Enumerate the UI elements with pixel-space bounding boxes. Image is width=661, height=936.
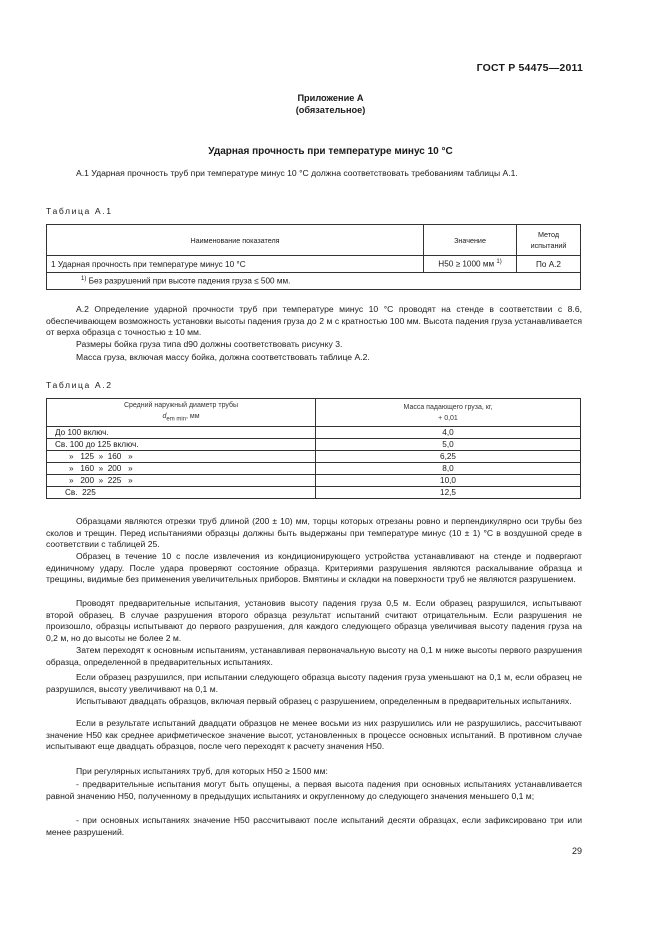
col-mass-line2: + 0,01 [438,414,458,422]
diameter-cell: До 100 включ. [47,427,316,439]
table-a1-row-method: По А.2 [517,256,581,273]
footnote-ref: 1) [496,259,502,266]
mass-cell: 4,0 [316,427,581,439]
table-a1 [46,224,581,290]
table-a1-footnote-row [47,273,581,290]
col-diameter-sub: em min [166,416,187,423]
footnote-mark: 1) [81,276,87,283]
mass-cell: 6,25 [316,451,581,463]
col-diameter-unit: , мм [186,412,200,420]
appendix-subtitle: (обязательное) [295,105,366,115]
mass-cell: 10,0 [316,475,581,487]
diameter-cell: » 200 » 225 » [47,475,316,487]
paragraph-a1: А.1 Ударная прочность труб при температуре минус 10 °С должна соответствовать требованиям таблицы А.1. [76,168,518,178]
table-a1-row-value: Н50 ≥ 1000 мм [438,259,495,269]
paragraph-a2: А.2 Определение ударной прочности труб при температуре минус 10 °С проводят на стенде в соответствии с 8.6, обеспечивающем возможность установки высоты падения груза до 2 м с кратностью 100 мм. Высота падения груза устанавливается от верха образца с точностью ± 10 мм. [46,304,582,338]
appendix-title: Приложение А [297,93,364,103]
table-a1-col-name: Наименование показателя [47,225,424,256]
table-a1-header-row [47,225,581,256]
paragraph-twenty: Испытывают двадцать образцов, включая первый образец с разрушением, определенным в предварительных испытаниях. [76,696,572,706]
table-row [47,451,581,463]
paragraph-dims: Размеры бойка груза типа d90 должны соответствовать рисунку 3. [76,339,343,349]
table-a2-col-diameter [47,399,316,427]
footnote-text: Без разрушений при высоте падения груза ≤ 500 мм. [88,276,291,286]
mass-cell: 8,0 [316,463,581,475]
paragraph-mass: Масса груза, включая массу бойка, должна соответствовать таблице А.2. [76,352,370,362]
col-diameter-symbol: d [162,412,167,420]
page-number: 29 [571,846,582,856]
table-row [47,427,581,439]
diameter-cell: Св. 225 [47,487,316,499]
table-a1-col-value: Значение [424,225,517,256]
table-row [47,475,581,487]
table-a2-col-mass [316,399,581,427]
paragraph-bullet-2: - при основных испытаниях значение Н50 рассчитывают после испытаний десяти образцах, если зафиксировано три или менее разрушений. [46,815,582,837]
mass-cell: 12,5 [316,487,581,499]
paragraph-regular: При регулярных испытаниях труб, для которых Н50 ≥ 1500 мм: [76,766,328,776]
diameter-cell: » 160 » 200 » [47,463,316,475]
paragraph-if-broken: Если образец разрушился, при испытании следующего образца высоту падения груза уменьшают на 0,1 м, если образец не разрушился, высоту увеличивают на 0,1 м. [46,672,582,694]
diameter-cell: » 125 » 160 » [47,451,316,463]
paragraph-extract: Образец в течение 10 с после извлечения из кондиционирующего устройства устанавливают на стенде и подвергают единичному удару. После удара проверяют состояние образца. Критериями разрушения являются раскалывание образца и трещины, видимые без применения увеличительных приборов. Вмятины и складки на поверхности труб не являются разрушением. [46,551,582,585]
table-a1-col-method: Метод испытаний [517,225,581,256]
document-code: ГОСТ Р 54475—2011 [476,62,583,74]
table-a2-body [47,427,581,499]
table-row [47,463,581,475]
table-a2-header-row [47,399,581,427]
table-a1-row-name: 1 Ударная прочность при температуре минус 10 °С [47,256,424,273]
paragraph-main: Затем переходят к основным испытаниям, устанавливая первоначальную высоту на 0,1 м ниже высоты первого разрушения образца, определенной в предварительных испытаниях. [46,645,582,667]
table-a1-caption: Таблица А.1 [46,206,113,216]
diameter-cell: Св. 100 до 125 включ. [47,439,316,451]
table-row [47,439,581,451]
section-title: Ударная прочность при температуре минус 10 °С [208,146,453,157]
col-diameter-line2 [51,411,311,425]
paragraph-result: Если в результате испытаний двадцати образцов не менее восьми из них разрушились или не разрушились, рассчитывают значение Н50 как среднее арифметическое значение высот, установленных в процессе основных испытаний. В противном случае испытывают еще двадцать образцов, после чего переходят к расчету значения Н50. [46,718,582,752]
col-diameter-line1: Средний наружный диаметр трубы [123,401,239,409]
table-a2 [46,398,581,499]
table-row [47,487,581,499]
col-mass-line1: Масса падающего груза, кг, [403,403,493,411]
table-a1-row-value-cell [424,256,517,273]
paragraph-bullet-1: - предварительные испытания могут быть опущены, а первая высота падения при основных испытаниях устанавливается равной значению Н50, полученному в предыдущих испытаниях и округленному до следующего значения меньшего 0,1 м; [46,779,582,801]
mass-cell: 5,0 [316,439,581,451]
paragraph-samples: Образцами являются отрезки труб длиной (200 ± 10) мм, торцы которых отрезаны ровно и перпендикулярно оси трубы без сколов и трещин. Перед испытаниями образцы должны быть выдержаны при температуре минус (10 ± 1) °С в воздушной среде в соответствии с таблицей 25. [46,516,582,550]
table-a2-caption: Таблица А.2 [46,380,113,390]
paragraph-prelim: Проводят предварительные испытания, установив высоту падения груза 0,5 м. Если образец разрушился, испытывают второй образец. В случае разрушения второго образца результат испытаний считают отрицательным. Если разрушения не произошло, образцы испытывают до первого разрушения, для каждого следующего образца увеличивая высоту падения груза на 0,2 м, но до высоты не более 2 м. [46,598,582,643]
table-row [47,256,581,273]
table-a1-footnote [47,273,581,290]
